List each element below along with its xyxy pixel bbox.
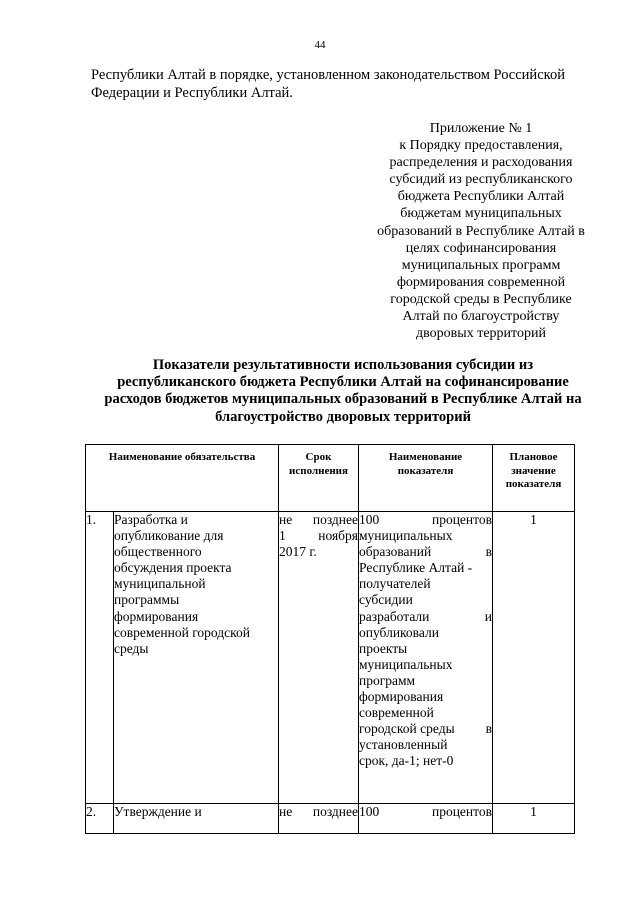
appendix-note	[365, 120, 597, 342]
header-indicator	[359, 445, 493, 512]
indicator-word: 100	[359, 804, 380, 819]
obligation-line: Разработка и	[114, 512, 188, 527]
indicator-line: программ	[359, 672, 416, 688]
term-word: не	[279, 512, 293, 527]
appendix-line: муниципальных программ	[401, 257, 561, 273]
table-row	[86, 804, 575, 834]
appendix-line: городской среды в Республике	[390, 291, 572, 307]
indicator-line	[359, 512, 492, 528]
row-number: 1.	[86, 512, 114, 804]
header-term-line: Срок	[305, 451, 332, 463]
table-row	[86, 512, 575, 804]
indicator-word: городской среды	[359, 721, 455, 737]
heading-line: расходов бюджетов муниципальных образований в Республике Алтай на	[104, 391, 582, 408]
intro-line: Федерации и Республики Алтай.	[91, 85, 293, 101]
obligation-line: обсуждения проекта	[114, 560, 232, 576]
header-planned-line: показателя	[505, 478, 562, 490]
header-planned-line: Плановое	[509, 451, 558, 463]
indicator-line: установленный	[359, 737, 448, 753]
obligation-line: общественного	[114, 544, 202, 560]
appendix-line: к Порядку предоставления,	[399, 138, 563, 154]
indicator-line: муниципальных	[359, 528, 453, 544]
appendix-line: дворовых территорий	[416, 326, 546, 342]
indicator-line: проекты	[359, 640, 408, 656]
appendix-line: образований в Республике Алтай в	[377, 223, 585, 239]
header-obligation-text: Наименование обязательства	[108, 451, 256, 463]
header-term-line: исполнения	[289, 464, 348, 477]
indicator-cell	[359, 512, 493, 804]
indicator-line: современной	[359, 705, 434, 721]
document-heading	[78, 357, 608, 426]
indicator-word: процентов	[431, 804, 492, 819]
indicator-line: получателей	[359, 576, 431, 592]
page-number: 44	[314, 39, 326, 51]
indicator-line	[359, 721, 492, 737]
indicator-word: в	[485, 721, 492, 737]
header-obligation	[86, 445, 279, 512]
indicator-line: опубликовали	[359, 624, 439, 640]
heading-line: Показатели результативности использования субсидии из	[152, 357, 534, 373]
indicator-cell	[359, 804, 493, 834]
indicator-word: процентов	[431, 512, 492, 527]
appendix-line: формирования современной	[396, 274, 566, 290]
appendix-line: бюджета Республики Алтай	[397, 189, 565, 205]
planned-value: 1	[493, 512, 575, 804]
indicator-word: 100	[359, 512, 380, 527]
intro-paragraph	[91, 66, 591, 102]
obligation-line: программы	[114, 592, 180, 608]
term-cell	[279, 512, 359, 804]
header-term	[279, 445, 359, 512]
term-word: позднее	[312, 512, 358, 527]
term-word: ноября	[318, 528, 358, 544]
term-line	[279, 804, 358, 820]
header-indicator-line: показателя	[397, 464, 454, 477]
indicator-line: Республике Алтай -	[359, 560, 473, 576]
header-planned	[493, 445, 575, 512]
appendix-line: Алтай по благоустройству	[402, 309, 560, 325]
indicator-line	[359, 804, 492, 820]
obligation-line: муниципальной	[114, 576, 206, 592]
indicator-line: муниципальных	[359, 656, 453, 672]
indicators-table	[85, 444, 575, 834]
indicator-word: в	[485, 544, 492, 560]
appendix-line: субсидий из республиканского	[389, 172, 573, 188]
indicator-line	[359, 544, 492, 560]
term-line	[279, 512, 358, 528]
indicator-line: субсидии	[359, 592, 413, 608]
obligation-line: Утверждение и	[114, 804, 202, 819]
obligation-cell	[114, 804, 279, 834]
term-word: не	[279, 804, 293, 819]
obligation-line: среды	[114, 640, 149, 656]
intro-line: Республики Алтай в порядке, установленном законодательством Российской	[91, 67, 565, 83]
indicator-word: и	[484, 608, 492, 624]
indicator-word: образований	[359, 544, 432, 560]
term-line: 2017 г.	[279, 544, 317, 560]
term-cell	[279, 804, 359, 834]
row-number: 2.	[86, 804, 114, 834]
indicator-line	[359, 609, 492, 625]
indicator-word: разработали	[359, 608, 430, 624]
heading-line: благоустройство дворовых территорий	[215, 408, 471, 425]
obligation-cell	[114, 512, 279, 804]
table-header-row	[86, 445, 575, 512]
appendix-line: целях софинансирования	[405, 240, 557, 256]
obligation-line: современной городской	[114, 624, 250, 640]
term-word: позднее	[312, 804, 358, 819]
term-word: 1	[279, 528, 286, 544]
term-line	[279, 528, 358, 544]
header-indicator-line: Наименование	[388, 451, 463, 463]
appendix-line: распределения и расходования	[389, 155, 573, 171]
planned-value: 1	[493, 804, 575, 834]
indicator-line: срок, да-1; нет-0	[359, 753, 454, 769]
header-planned-line: значение	[511, 464, 556, 477]
obligation-line: формирования	[114, 608, 199, 624]
heading-line: республиканского бюджета Республики Алтай на софинансирование	[117, 374, 569, 391]
appendix-line: бюджетам муниципальных	[400, 206, 562, 222]
indicator-line: формирования	[359, 689, 444, 705]
appendix-line: Приложение № 1	[429, 121, 533, 136]
obligation-line: опубликование для	[114, 528, 224, 544]
